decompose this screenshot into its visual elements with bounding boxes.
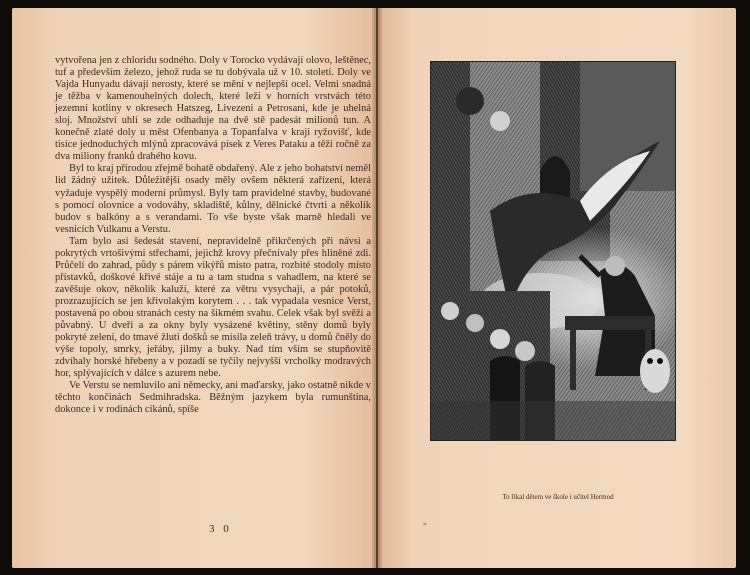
paragraph: Ve Verstu se nemluvilo ani německy, ani maďarsky, jako ostatně nikde v těchto končinách Sedmihradska. Běžným jazykem byla rumunština, dokonce i v rodinách cikánů, spíše [55, 380, 371, 416]
paragraph: Tam bylo asi šedesát stavení, nepravidelně přikrčených při návsi a pokrytých vrtošivými střechami, jejichž krovy přečnívaly přes hliněné zdi. Průčelí do zahrad, půdy s párem vikýřů místo patra, rozbité stodoly místo přístavků, doškové křivé stáje a tu a tam studna s vahadlem, na které se zavěšuje okov, několik kaluží, které za větru vysychají, a pár potoků, prozrazujících se jen křivolakým korytem . . . tak vypadala vesnice Verst, postavená po obou stranách cesty na šikmém svahu. Celek však byl svěží a půvabný. U dveří a za okny byly vysázené květiny, stěny domů byly pokryté zelení, do tmavé žluti došků se mísila zeleň trávy, u domů čněly do výše topoly, smrky, jeřáby, jilmy a buky. Nad tím vším se stupňovitě zdvíhaly horské hřebeny a v pozadí se tyčily nejvyšší vrcholky modravých hor, splývajících v dálce s azurem nebe. [55, 235, 371, 380]
book-gutter [372, 8, 382, 568]
paragraph: vytvořena jen z chloridu sodného. Doly v Torocko vydávají olovo, leštěnec, tuf a především železo, jehož ruda se tu dobývala už v 10. století. Doly ve Vajda Hunyadu dávají nerosty, které se mění v nejlepší ocel. Velmi snadná je těžba v kamenouhelných dolech, které leží v horních vrstvách této jezemní kotliny v okresech Hatszeg, Livezeni a Petrosani, kde je uhelná sloj. Množství uhlí se zde odhaduje na dvě stě padesát milionů tun. A konečně zlaté doly u měst Ofenbanya a Topanfalva v kraji ryžovišť, kde tisíce jednoduchých mlýnů zpracovává písek z Veres Pataku a těží ročně za dva miliony franků drahého kovu. [55, 55, 371, 163]
illustration-caption: To říkal dětem ve škole i učitel Hermod [502, 493, 614, 501]
paragraph: Byl to kraj přírodou zřejmě bohatě obdařený. Ale z jeho bohatství neměl lid žádný užitek. Důležitější osady měly ovšem některá zařízení, která vyžaduje vyspělý moderní průmysl. Byly tam pravidelné stavby, budované s pomocí olovnice a vodováhy, skladiště, kůlny, dělnické čtvrti a několik budov s balkóny a s verandami. To vše byste však marně hledali ve vesnicích Vulkanu a Verstu. [55, 163, 371, 235]
page-number: 3 0 [209, 523, 232, 535]
body-text [55, 55, 371, 416]
right-page [378, 8, 736, 568]
left-page [12, 8, 376, 568]
engraving-illustration [430, 61, 676, 441]
margin-mark: » [423, 520, 427, 528]
